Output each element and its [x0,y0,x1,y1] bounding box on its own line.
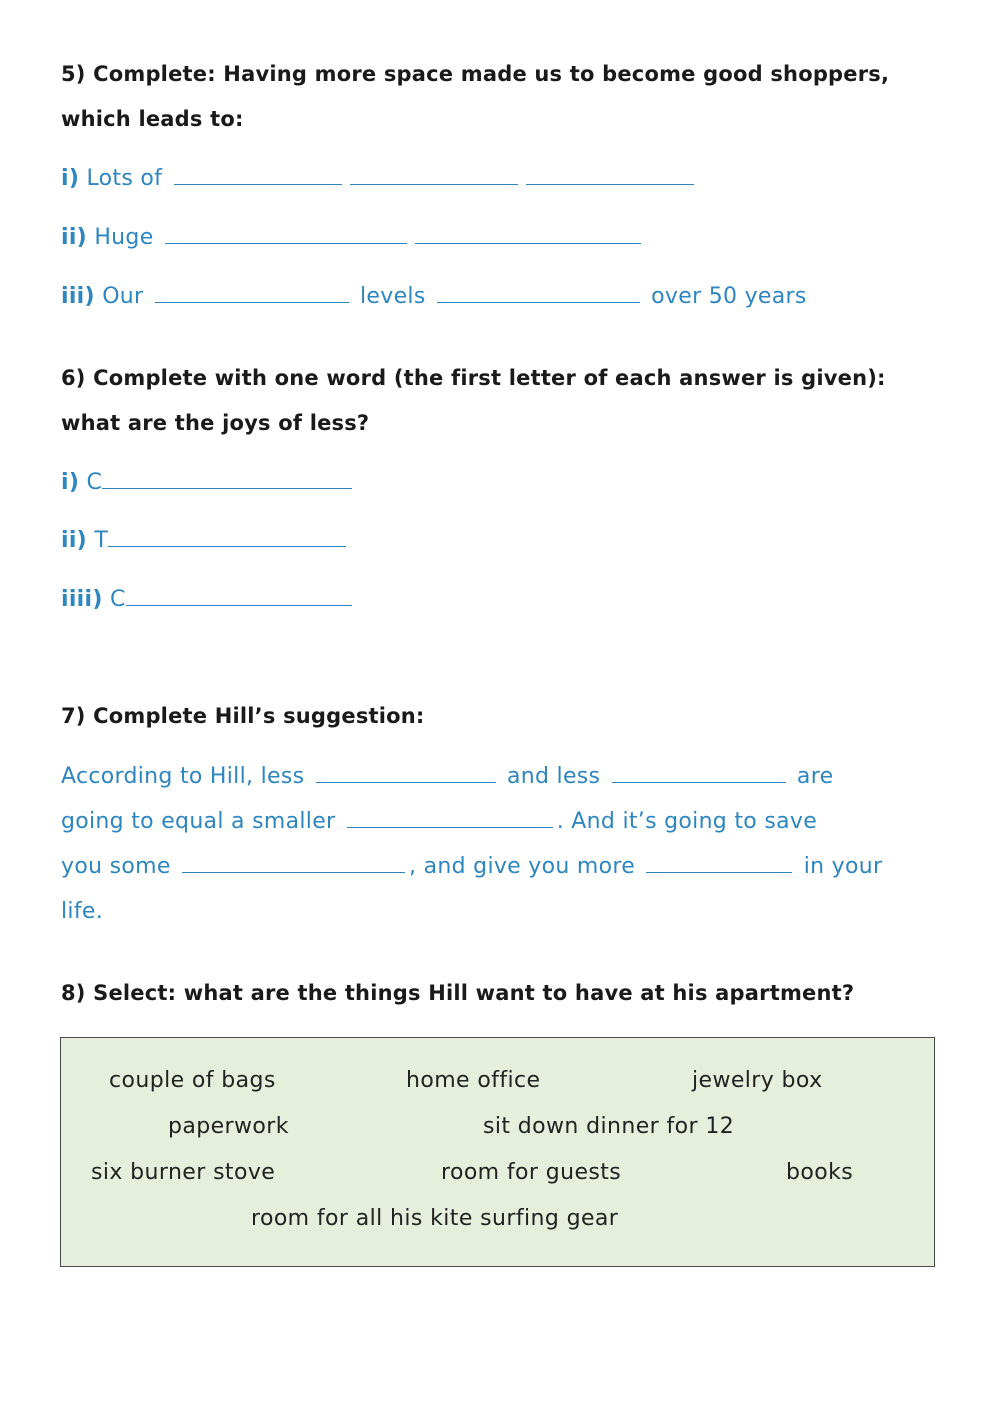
q7-blank-3[interactable] [347,807,553,828]
q5-i-blank-1[interactable] [174,164,342,185]
q5-item-i-text: Lots of [86,166,163,191]
word-jewelry-box[interactable]: jewelry box [692,1068,823,1093]
q5-item-iii-number: iii) [61,284,95,309]
q6-item-iii-letter: C [110,587,126,612]
q5-ii-blank-2[interactable] [415,223,641,244]
q7-line2-text-b: . And it’s going to save [556,809,818,834]
q6-item-i [61,468,356,498]
q5-i-blank-3[interactable] [526,164,694,185]
q6-title-line1: 6) Complete with one word (the first letter of each answer is given): [61,366,886,390]
q5-title-line2: which leads to: [61,107,244,131]
q6-item-ii-letter: T [94,528,109,553]
q6-iii-blank[interactable] [126,585,352,606]
q7-line-1 [61,762,833,792]
q7-line3-text-b: , and give you more [409,854,636,879]
word-kite-surfing-gear[interactable]: room for all his kite surfing gear [251,1206,619,1231]
q5-title-line1: 5) Complete: Having more space made us to become good shoppers, [61,62,890,86]
q5-item-iii [61,282,807,312]
q7-blank-1[interactable] [316,762,496,783]
q5-item-iii-text-years: over 50 years [651,284,807,309]
q5-item-iii-text-our: Our [102,284,144,309]
q7-blank-4[interactable] [182,852,405,873]
q6-title-line2: what are the joys of less? [61,411,370,435]
word-six-burner-stove[interactable]: six burner stove [91,1160,276,1185]
word-paperwork[interactable]: paperwork [168,1114,289,1139]
q7-line3-text-a: you some [61,854,171,879]
q7-title: 7) Complete Hill’s suggestion: [61,704,425,728]
q5-item-iii-text-levels: levels [360,284,426,309]
q7-line-2 [61,807,817,837]
q7-line-4: life. [61,899,103,924]
word-room-for-guests[interactable]: room for guests [441,1160,622,1185]
q5-ii-blank-1[interactable] [165,223,407,244]
q6-item-i-letter: C [86,470,103,495]
q5-i-blank-2[interactable] [350,164,518,185]
q6-item-iii [61,585,356,615]
q7-line1-text-c: are [796,764,834,789]
q6-item-ii [61,526,350,556]
q6-i-blank[interactable] [102,468,352,489]
q7-line1-text-a: According to Hill, less [61,764,305,789]
q7-line-3 [61,852,882,882]
word-sit-down-dinner[interactable]: sit down dinner for 12 [483,1114,735,1139]
q7-line2-text-a: going to equal a smaller [61,809,336,834]
q6-ii-blank[interactable] [108,526,346,547]
q5-iii-blank-1[interactable] [155,282,349,303]
word-books[interactable]: books [786,1160,854,1185]
q5-item-ii [61,223,645,253]
q5-item-i [61,164,698,194]
q5-iii-blank-2[interactable] [437,282,640,303]
word-couple-of-bags[interactable]: couple of bags [109,1068,276,1093]
word-bank [60,1037,935,1267]
q5-item-ii-text: Huge [94,225,154,250]
q6-item-iii-number: iiii) [61,587,103,612]
q6-item-ii-number: ii) [61,528,88,553]
q7-line1-text-b: and less [506,764,601,789]
q6-item-i-number: i) [61,470,80,495]
q7-line3-text-c: in your [803,854,883,879]
q7-blank-2[interactable] [612,762,786,783]
q5-item-ii-number: ii) [61,225,88,250]
q5-item-i-number: i) [61,166,80,191]
word-home-office[interactable]: home office [406,1068,541,1093]
q8-title: 8) Select: what are the things Hill want to have at his apartment? [61,981,855,1005]
q7-blank-5[interactable] [646,852,792,873]
